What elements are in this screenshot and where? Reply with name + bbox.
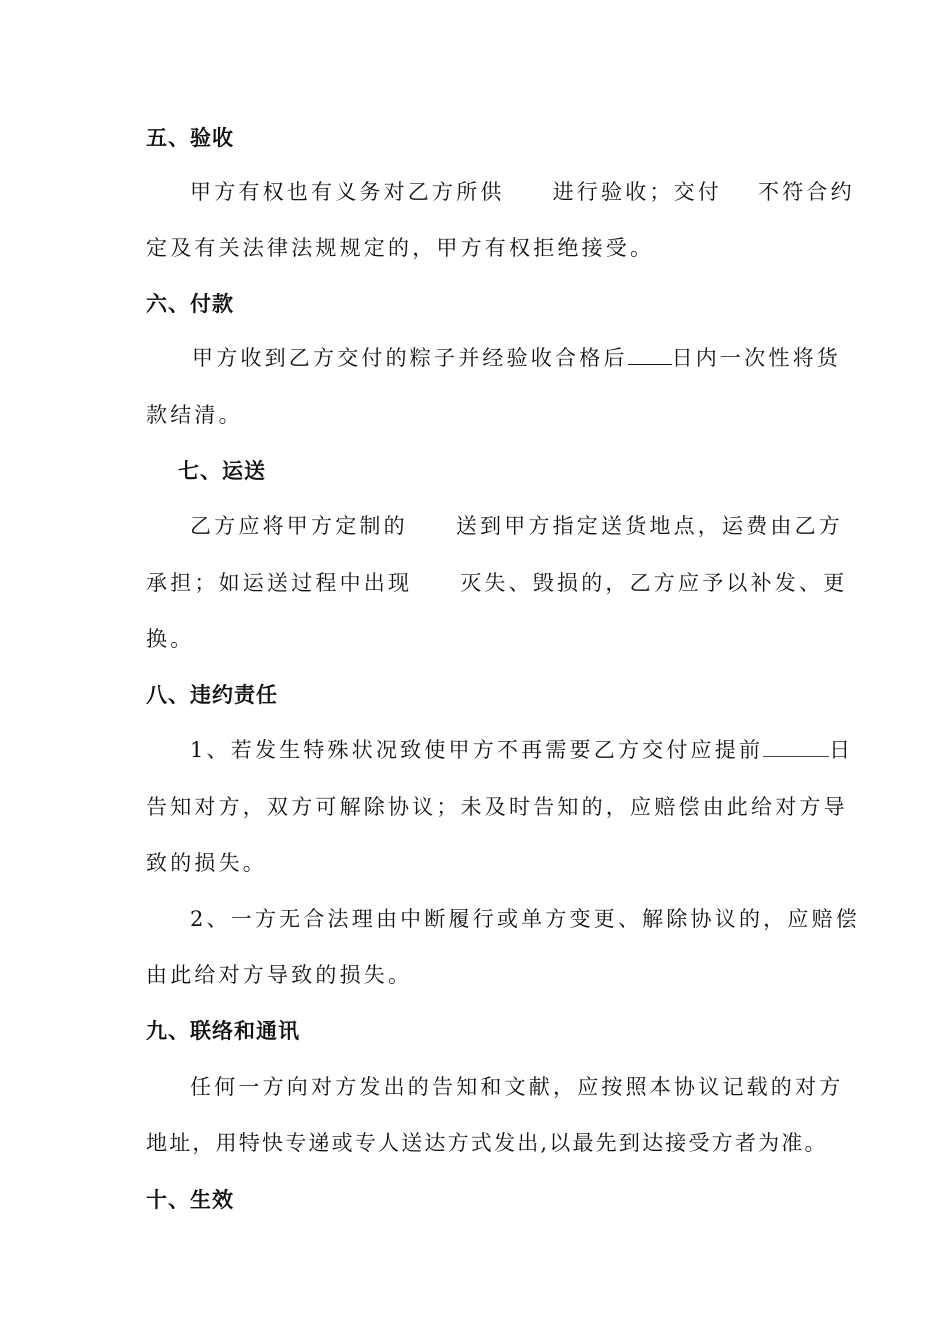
paragraph-line: 定及有关法律法规规定的，甲方有权拒绝接受。 [146,236,655,260]
section-heading-communication: 九、联络和通讯 [146,1019,300,1043]
text-segment: 日内一次性将货 [671,346,842,370]
paragraph-line: 换。 [146,627,195,651]
paragraph-line [190,512,843,540]
paragraph-line: 地址，用特快专递或专人送达方式发出,以最先到达接受方者为准。 [146,1131,828,1155]
paragraph-line [192,344,841,372]
paragraph-line: 致的损失。 [146,851,267,875]
paragraph-line: 2、一方无合法理由中断履行或单方变更、解除协议的，应赔偿 [190,907,860,931]
text-segment: 乙方应将甲方定制的 [190,514,408,538]
section-heading-delivery: 七、运送 [178,459,266,483]
text-segment: 甲方有权也有义务对乙方所供 [190,180,505,204]
paragraph-line [190,736,853,764]
section-heading-liability: 八、违约责任 [146,683,278,707]
paragraph-line: 由此给对方导致的损失。 [146,963,413,987]
text-segment: 灭失、毁损的，乙方应予以补发、更 [460,571,848,595]
section-heading-acceptance: 五、验收 [146,126,234,150]
text-segment: 1、若发生特殊状况致使甲方不再需要乙方交付应提前 [190,738,764,762]
text-segment: 送到甲方指定送货地点，运费由乙方 [455,514,844,538]
text-segment: 进行验收；交付 [552,180,723,204]
paragraph-line: 告知对方，双方可解除协议；未及时告知的，应赔偿由此给对方导 [146,795,848,819]
fill-in-blank [628,346,672,365]
text-segment: 甲方收到乙方交付的粽子并经验收合格后 [192,346,628,370]
section-heading-effectiveness: 十、生效 [146,1188,234,1212]
section-heading-payment: 六、付款 [146,292,234,316]
text-segment: 不符合约 [758,180,855,204]
paragraph-line [190,178,855,206]
text-segment: 承担；如运送过程中出现 [146,571,413,595]
paragraph-line: 款结清。 [146,403,243,427]
fill-in-blank [763,738,829,757]
paragraph-line [146,569,847,597]
text-segment: 日 [829,738,854,762]
paragraph-line: 任何一方向对方发出的告知和文献，应按照本协议记载的对方 [190,1075,844,1099]
